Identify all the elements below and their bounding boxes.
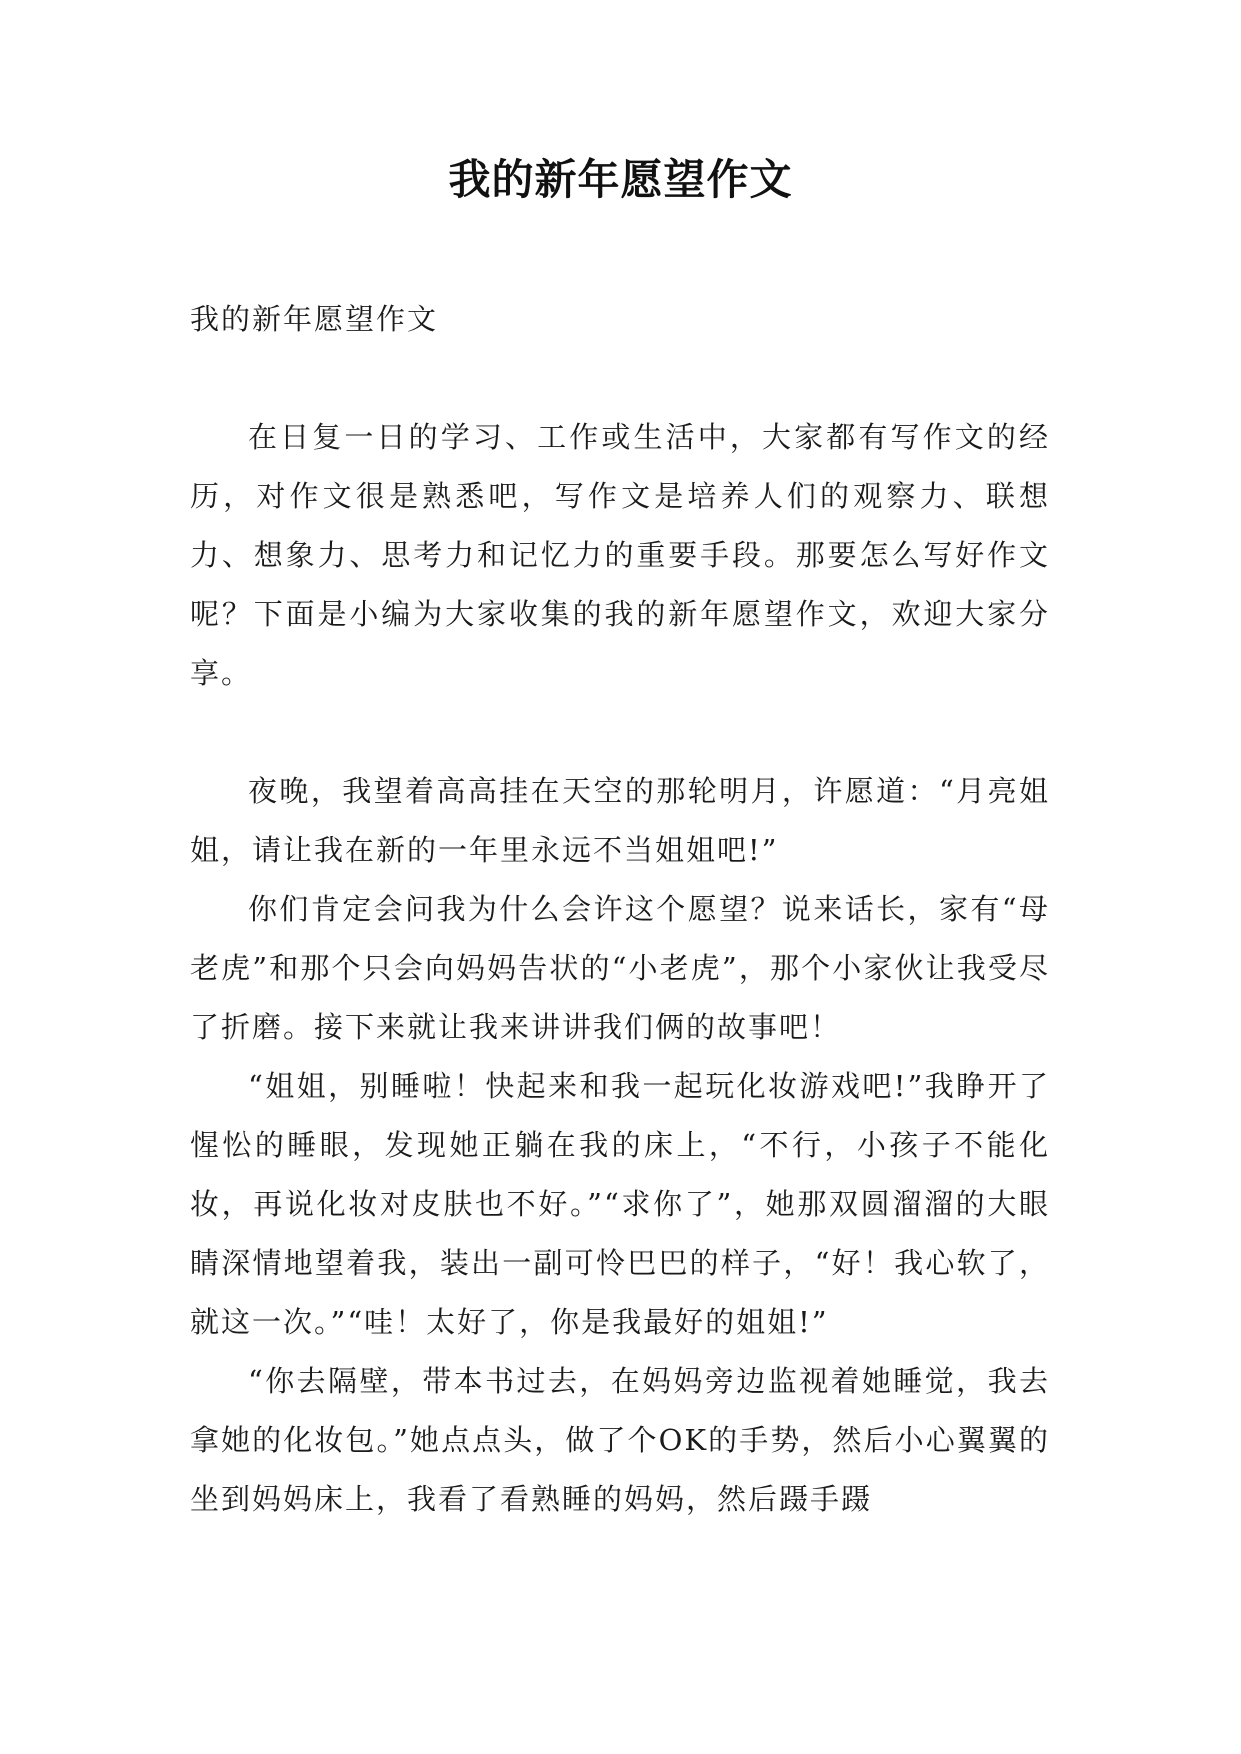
intro-paragraph: 在日复一日的学习、工作或生活中，大家都有写作文的经历，对作文很是熟悉吧，写作文是培养人们的观察力、联想力、想象力、思考力和记忆力的重要手段。那要怎么写好作文呢？下面是小编为大家收集的我的新年愿望作文，欢迎大家分享。 [190, 420, 1050, 690]
body-paragraph-1: 夜晚，我望着高高挂在天空的那轮明月，许愿道：“月亮姐姐，请让我在新的一年里永远不当姐姐吧!” [190, 774, 1050, 867]
document-subtitle: 我的新年愿望作文 [190, 302, 439, 336]
document-title: 我的新年愿望作文 [448, 155, 793, 204]
body-paragraph-3: “姐姐，别睡啦！快起来和我一起玩化妆游戏吧!”我睁开了惺忪的睡眼，发现她正躺在我的床上，“不行，小孩子不能化妆，再说化妆对皮肤也不好。”“求你了”，她那双圆溜溜的大眼睛深情地望着我，装出一副可怜巴巴的样子，“好！我心软了，就这一次。”“哇！太好了，你是我最好的姐姐!” [190, 1069, 1050, 1339]
document-body [190, 290, 1050, 1529]
body-paragraph-4: “你去隔壁，带本书过去，在妈妈旁边监视着她睡觉，我去拿她的化妆包。”她点点头，做了个OK的手势，然后小心翼翼的坐到妈妈床上，我看了看熟睡的妈妈，然后蹑手蹑 [190, 1364, 1050, 1516]
body-paragraph-2: 你们肯定会问我为什么会许这个愿望？说来话长，家有“母老虎”和那个只会向妈妈告状的“小老虎”，那个小家伙让我受尽了折磨。接下来就让我来讲讲我们俩的故事吧！ [190, 892, 1050, 1044]
